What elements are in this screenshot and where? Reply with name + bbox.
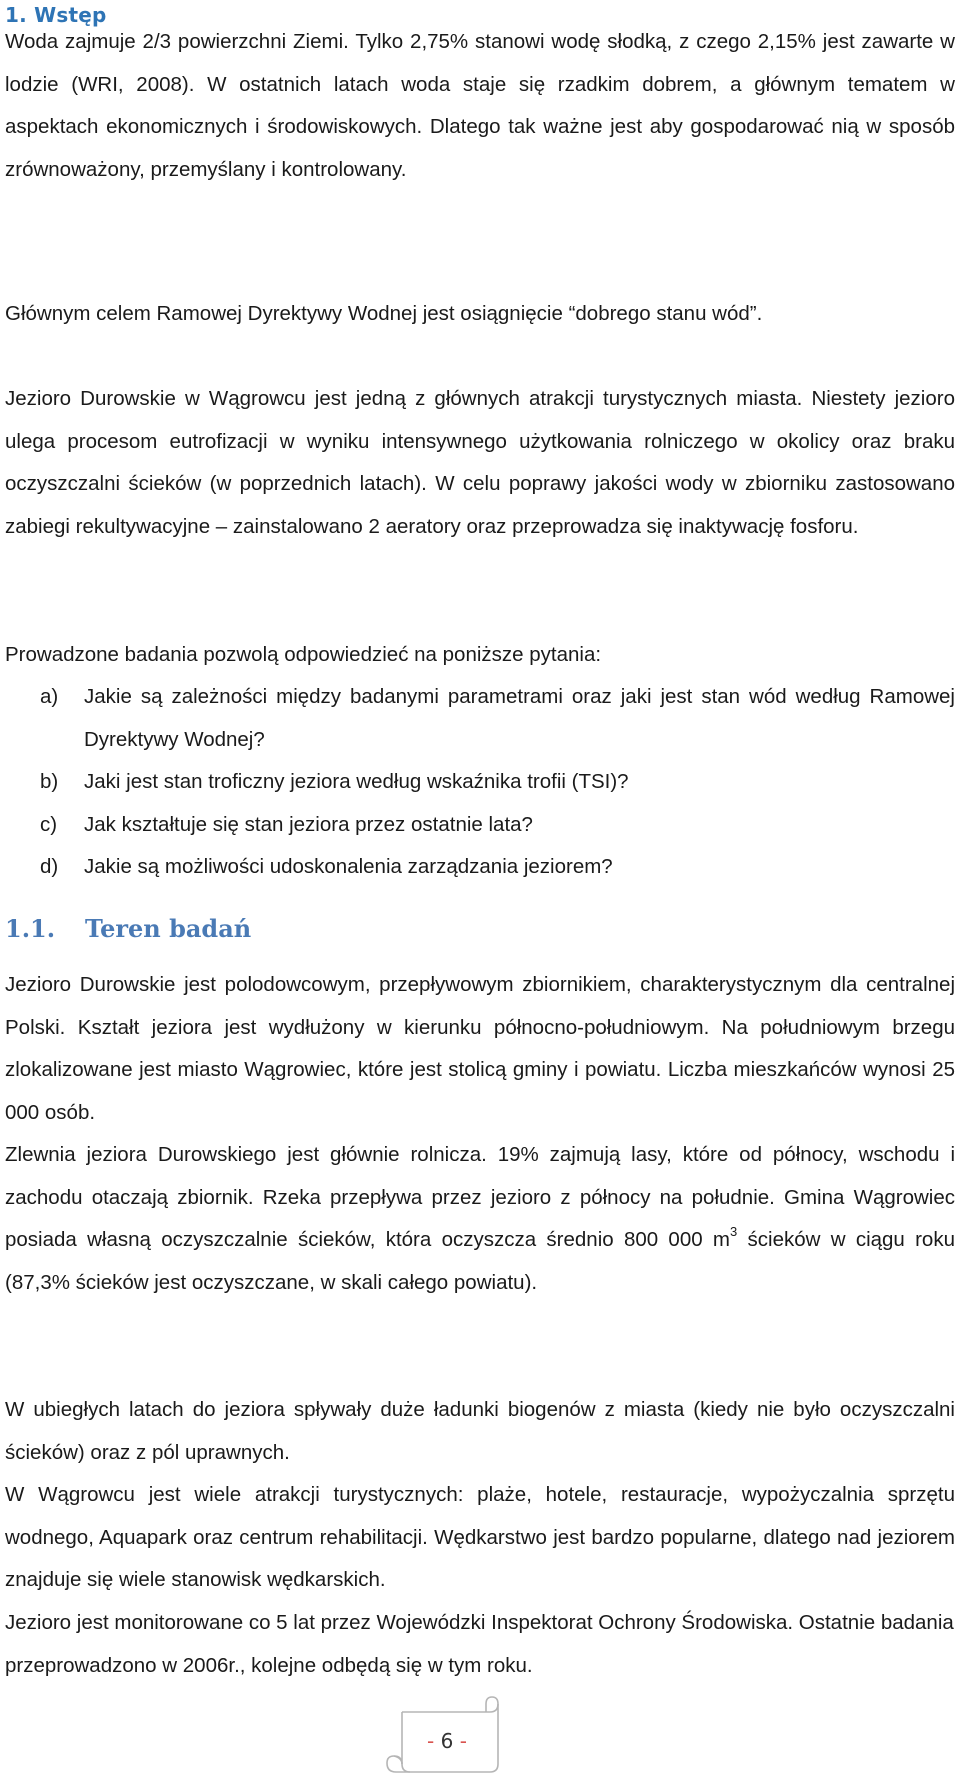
list-item-text: Jaki jest stan troficzny jeziora według wskaźnika trofii (TSI)?: [84, 770, 629, 793]
paragraph-lake-description: Jezioro Durowskie jest polodowcowym, przepływowym zbiornikiem, charakterystycznym dla centralnej Polski. Kształt jeziora jest wydłużony w kierunku północno-południowym. Na południowym brzegu zlokalizowane jest miasto Wągrowiec, które jest stolicą gminy i powiatu. Liczba mieszkańców wynosi 25 000 osób.: [5, 973, 955, 1124]
paragraph-lake: Jezioro Durowskie w Wągrowcu jest jedną z głównych atrakcji turystycznych miasta. Niestety jezioro ulega procesom eutrofizacji w wyniku intensywnego użytkowania rolniczego w okolicy oraz braku oczyszczalni ścieków (w poprzednich latach). W celu poprawy jakości wody w zbiorniku zastosowano zabiegi rekultywacyjne – zainstalowano 2 aeratory oraz przeprowadza się inaktywację fosforu.: [5, 387, 955, 538]
list-item-text: Jakie są możliwości udoskonalenia zarządzania jeziorem?: [84, 855, 613, 878]
catchment-text: Zlewnia jeziora Durowskiego jest głównie rolnicza. 19% zajmują lasy, które od północy, wschodu i zachodu otaczają zbiornik. Rzeka przepływa przez jezioro z północy na południe. Gmina Wągrowiec posiada własną oczyszczalnie ścieków, która oczyszcza średnio 800 000 m: [5, 1143, 955, 1251]
catchment-text-end: ścieków w ciągu roku (87,3% ścieków jest oczyszczane, w skali całego powiatu).: [5, 1228, 955, 1294]
subsection-heading: [5, 914, 251, 943]
page-number-dash: -: [427, 1729, 435, 1753]
list-item-text: Jakie są zależności między badanymi parametrami oraz jaki jest stan wód według Ramowej Dyrektywy Wodnej?: [84, 685, 955, 751]
paragraph-history: W ubiegłych latach do jeziora spływały duże ładunki biogenów z miasta (kiedy nie było oczyszczalni ścieków) oraz z pól uprawnych.: [5, 1398, 955, 1464]
list-item: [40, 761, 955, 804]
superscript: 3: [730, 1224, 738, 1240]
paragraph-directive: Głównym celem Ramowej Dyrektywy Wodnej jest osiągnięcie “dobrego stanu wód”.: [5, 302, 763, 325]
questions-list: [40, 676, 955, 889]
list-item: [40, 676, 955, 761]
paragraph-intro: Woda zajmuje 2/3 powierzchni Ziemi. Tylko 2,75% stanowi wodę słodką, z czego 2,15% jest zawarte w lodzie (WRI, 2008). W ostatnich latach woda staje się rzadkim dobrem, a głównym tematem w aspektach ekonomicznych i środowiskowych. Dlatego tak ważne jest aby gospodarować nią w sposób zrównoważony, przemyślany i kontrolowany.: [5, 30, 955, 181]
paragraph-attractions: W Wągrowcu jest wiele atrakcji turystycznych: plaże, hotele, restauracje, wypożyczalnia sprzętu wodnego, Aquapark oraz centrum rehabilitacji. Wędkarstwo jest bardzo popularne, dlatego nad jeziorem znajduje się wiele stanowisk wędkarskich.: [5, 1483, 955, 1591]
list-marker: d): [40, 855, 59, 878]
section-heading: 1. Wstęp: [5, 3, 107, 27]
list-item: [40, 846, 955, 889]
subsection-title: Teren badań: [85, 914, 252, 943]
page-footer: [382, 1692, 512, 1780]
list-item: [40, 804, 955, 847]
paragraph-catchment: [5, 1134, 955, 1304]
list-marker: a): [40, 685, 59, 708]
paragraph-monitoring: Jezioro jest monitorowane co 5 lat przez Wojewódzki Inspektorat Ochrony Środowiska. Ostatnie badania przeprowadzono w 2006r., kolejne odbędą się w tym roku.: [5, 1611, 954, 1677]
page-number: [382, 1729, 512, 1753]
page-number-value: 6: [440, 1729, 454, 1753]
list-marker: b): [40, 770, 59, 793]
list-item-text: Jak kształtuje się stan jeziora przez ostatnie lata?: [84, 812, 533, 836]
list-marker: c): [40, 812, 58, 836]
page-number-dash: -: [459, 1729, 467, 1753]
paragraph-questions-intro: Prowadzone badania pozwolą odpowiedzieć na poniższe pytania:: [5, 643, 602, 666]
subsection-number: 1.1.: [5, 914, 56, 943]
